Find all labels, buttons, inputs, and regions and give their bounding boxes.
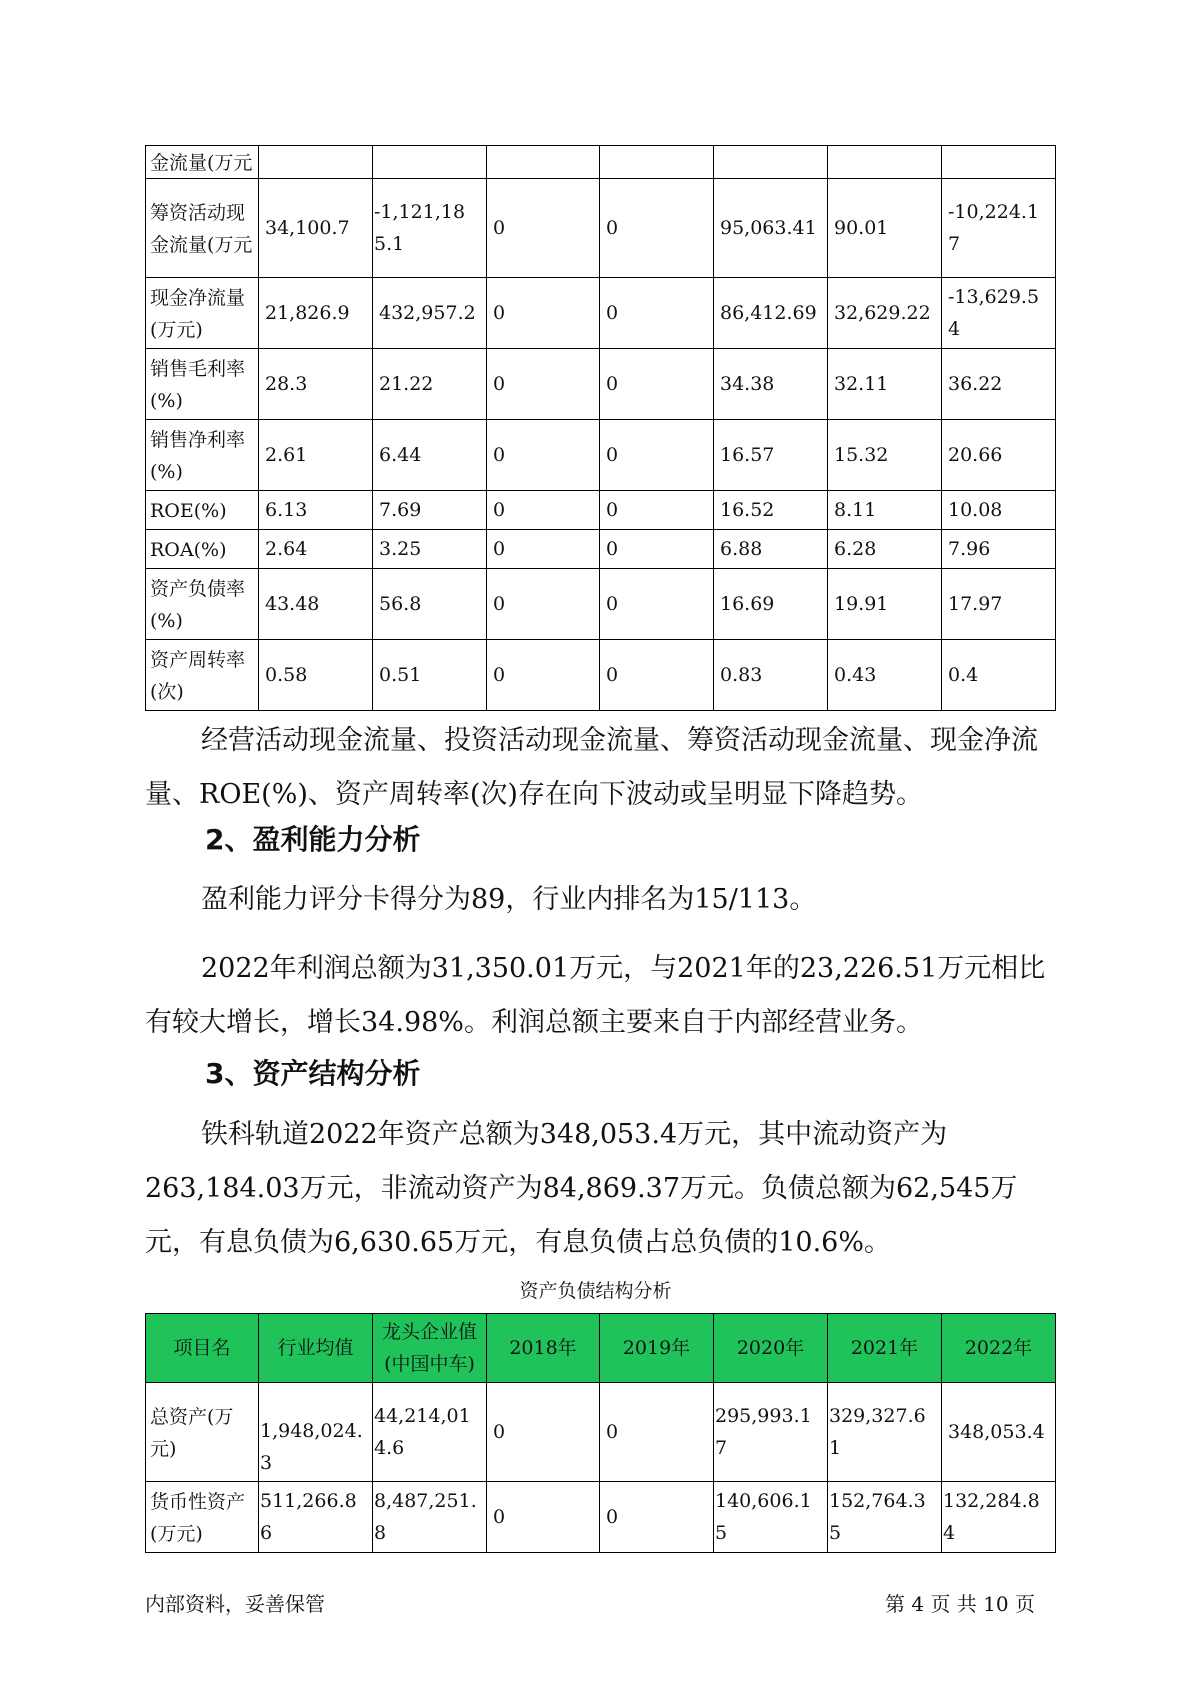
table-cell: 16.69: [714, 569, 828, 640]
table-cell: 0.43: [828, 640, 942, 711]
table-cell: 329,327.61: [828, 1383, 942, 1482]
table-cell: 8,487,251.8: [373, 1482, 487, 1553]
table-cell: 348,053.4: [942, 1383, 1056, 1482]
table-cell: 56.8: [373, 569, 487, 640]
table-cell: 20.66: [942, 420, 1056, 491]
table-cell: 86,412.69: [714, 278, 828, 349]
section3-p1-text: 铁科轨道2022年资产总额为348,053.4万元，其中流动资产为263,184.03万元，非流动资产为84,869.37万元。负债总额为62,545万元，有息负债为6,630.65万元，有息负债占总负债的10.6%。: [145, 1119, 1018, 1258]
row-label: ROE(%): [146, 491, 259, 530]
table-cell: 34,100.7: [259, 179, 373, 278]
table-cell: 28.3: [259, 349, 373, 420]
row-label: 总资产(万元): [146, 1383, 259, 1482]
summary-text: 经营活动现金流量、投资活动现金流量、筹资活动现金流量、现金净流量、ROE(%)、资产周转率(次)存在向下波动或呈明显下降趋势。: [145, 725, 1038, 810]
table-cell: [373, 146, 487, 179]
row-label: 资产负债率(%): [146, 569, 259, 640]
table-cell: -13,629.54: [942, 278, 1056, 349]
table-cell: [259, 146, 373, 179]
table-cell: 10.08: [942, 491, 1056, 530]
table-cell: 6.28: [828, 530, 942, 569]
table-cell: 7.69: [373, 491, 487, 530]
row-label: 筹资活动现金流量(万元: [146, 179, 259, 278]
column-header: 龙头企业值(中国中车): [373, 1314, 487, 1383]
table-cell: -10,224.17: [942, 179, 1056, 278]
table-cell: [828, 146, 942, 179]
table-cell: 2.64: [259, 530, 373, 569]
table-header-row: [146, 1314, 1056, 1383]
table-cell: 16.57: [714, 420, 828, 491]
table-cell: 0: [600, 179, 714, 278]
table-cell: 0: [600, 420, 714, 491]
row-label: ROA(%): [146, 530, 259, 569]
table-cell: 6.88: [714, 530, 828, 569]
asset-liability-table: [145, 1313, 1056, 1553]
table-cell: 3.25: [373, 530, 487, 569]
table-cell: 0.51: [373, 640, 487, 711]
column-header: 2018年: [487, 1314, 600, 1383]
table-row: [146, 1482, 1056, 1553]
table-cell: 8.11: [828, 491, 942, 530]
column-header: 项目名: [146, 1314, 259, 1383]
column-header: 2020年: [714, 1314, 828, 1383]
column-header: 行业均值: [259, 1314, 373, 1383]
table-cell: 15.32: [828, 420, 942, 491]
table-cell: 1,948,024.3: [259, 1383, 373, 1482]
table-cell: 0: [487, 349, 600, 420]
table-cell: 0: [600, 530, 714, 569]
table-cell: 0: [600, 491, 714, 530]
table-row: [146, 146, 1056, 179]
table-cell: [487, 146, 600, 179]
table-cell: 432,957.2: [373, 278, 487, 349]
row-label: 现金净流量(万元): [146, 278, 259, 349]
column-header: 2022年: [942, 1314, 1056, 1383]
table-cell: 21,826.9: [259, 278, 373, 349]
section2-paragraph-1: [145, 873, 1055, 927]
financial-indicators-table: [145, 145, 1056, 711]
table-cell: 0: [487, 278, 600, 349]
row-label: 资产周转率(次): [146, 640, 259, 711]
table-cell: 0: [487, 491, 600, 530]
table-caption: 资产负债结构分析: [519, 1280, 672, 1302]
table-cell: 0: [600, 1383, 714, 1482]
table-row: [146, 278, 1056, 349]
table-cell: 511,266.86: [259, 1482, 373, 1553]
table-cell: 0.83: [714, 640, 828, 711]
section2-paragraph-2: [145, 942, 1055, 1050]
table-cell: 0: [600, 1482, 714, 1553]
footer-confidential-note: 内部资料，妥善保管: [145, 1592, 325, 1616]
table-cell: 0: [487, 1383, 600, 1482]
table-row: [146, 420, 1056, 491]
summary-paragraph: [145, 714, 1055, 822]
table-row: [146, 1383, 1056, 1482]
table-row: [146, 530, 1056, 569]
table-cell: 0.4: [942, 640, 1056, 711]
row-label: 销售净利率(%): [146, 420, 259, 491]
table-row: [146, 179, 1056, 278]
table-cell: 0: [487, 420, 600, 491]
section2-heading: 2、盈利能力分析: [205, 823, 421, 856]
table-cell: [942, 146, 1056, 179]
table-cell: 32,629.22: [828, 278, 942, 349]
section2-p2-text: 2022年利润总额为31,350.01万元，与2021年的23,226.51万元相比有较大增长，增长34.98%。利润总额主要来自于内部经营业务。: [145, 953, 1046, 1038]
table-cell: 152,764.35: [828, 1482, 942, 1553]
table-cell: 6.13: [259, 491, 373, 530]
section3-paragraph-1: [145, 1108, 1055, 1270]
section3-heading: 3、资产结构分析: [205, 1057, 421, 1090]
table-cell: 7.96: [942, 530, 1056, 569]
table-cell: 32.11: [828, 349, 942, 420]
column-header: 2021年: [828, 1314, 942, 1383]
table-cell: 6.44: [373, 420, 487, 491]
table-cell: 36.22: [942, 349, 1056, 420]
table-cell: 132,284.84: [942, 1482, 1056, 1553]
table-cell: 0: [487, 569, 600, 640]
row-label: 货币性资产(万元): [146, 1482, 259, 1553]
table-cell: 295,993.17: [714, 1383, 828, 1482]
table-cell: 0.58: [259, 640, 373, 711]
table-cell: 95,063.41: [714, 179, 828, 278]
table-cell: -1,121,185.1: [373, 179, 487, 278]
section2-p1-text: 盈利能力评分卡得分为89，行业内排名为15/113。: [201, 884, 817, 915]
row-label: 金流量(万元: [146, 146, 259, 179]
table-cell: 140,606.15: [714, 1482, 828, 1553]
table-cell: 0: [600, 640, 714, 711]
table-row: [146, 569, 1056, 640]
footer-page-number: 第 4 页 共 10 页: [885, 1592, 1035, 1616]
table-row: [146, 491, 1056, 530]
table-cell: [600, 146, 714, 179]
table-cell: 17.97: [942, 569, 1056, 640]
table-cell: 16.52: [714, 491, 828, 530]
table-row: [146, 640, 1056, 711]
table-cell: 0: [487, 1482, 600, 1553]
row-label: 销售毛利率(%): [146, 349, 259, 420]
table-cell: 0: [487, 640, 600, 711]
table-cell: 0: [600, 278, 714, 349]
table-cell: 0: [600, 349, 714, 420]
table-cell: 0: [487, 530, 600, 569]
table-cell: 34.38: [714, 349, 828, 420]
table-cell: 0: [600, 569, 714, 640]
table-cell: 2.61: [259, 420, 373, 491]
table-cell: 19.91: [828, 569, 942, 640]
table-cell: 21.22: [373, 349, 487, 420]
table-cell: 44,214,014.6: [373, 1383, 487, 1482]
table-cell: 0: [487, 179, 600, 278]
table-row: [146, 349, 1056, 420]
table-cell: 43.48: [259, 569, 373, 640]
table-cell: 90.01: [828, 179, 942, 278]
column-header: 2019年: [600, 1314, 714, 1383]
table-cell: [714, 146, 828, 179]
